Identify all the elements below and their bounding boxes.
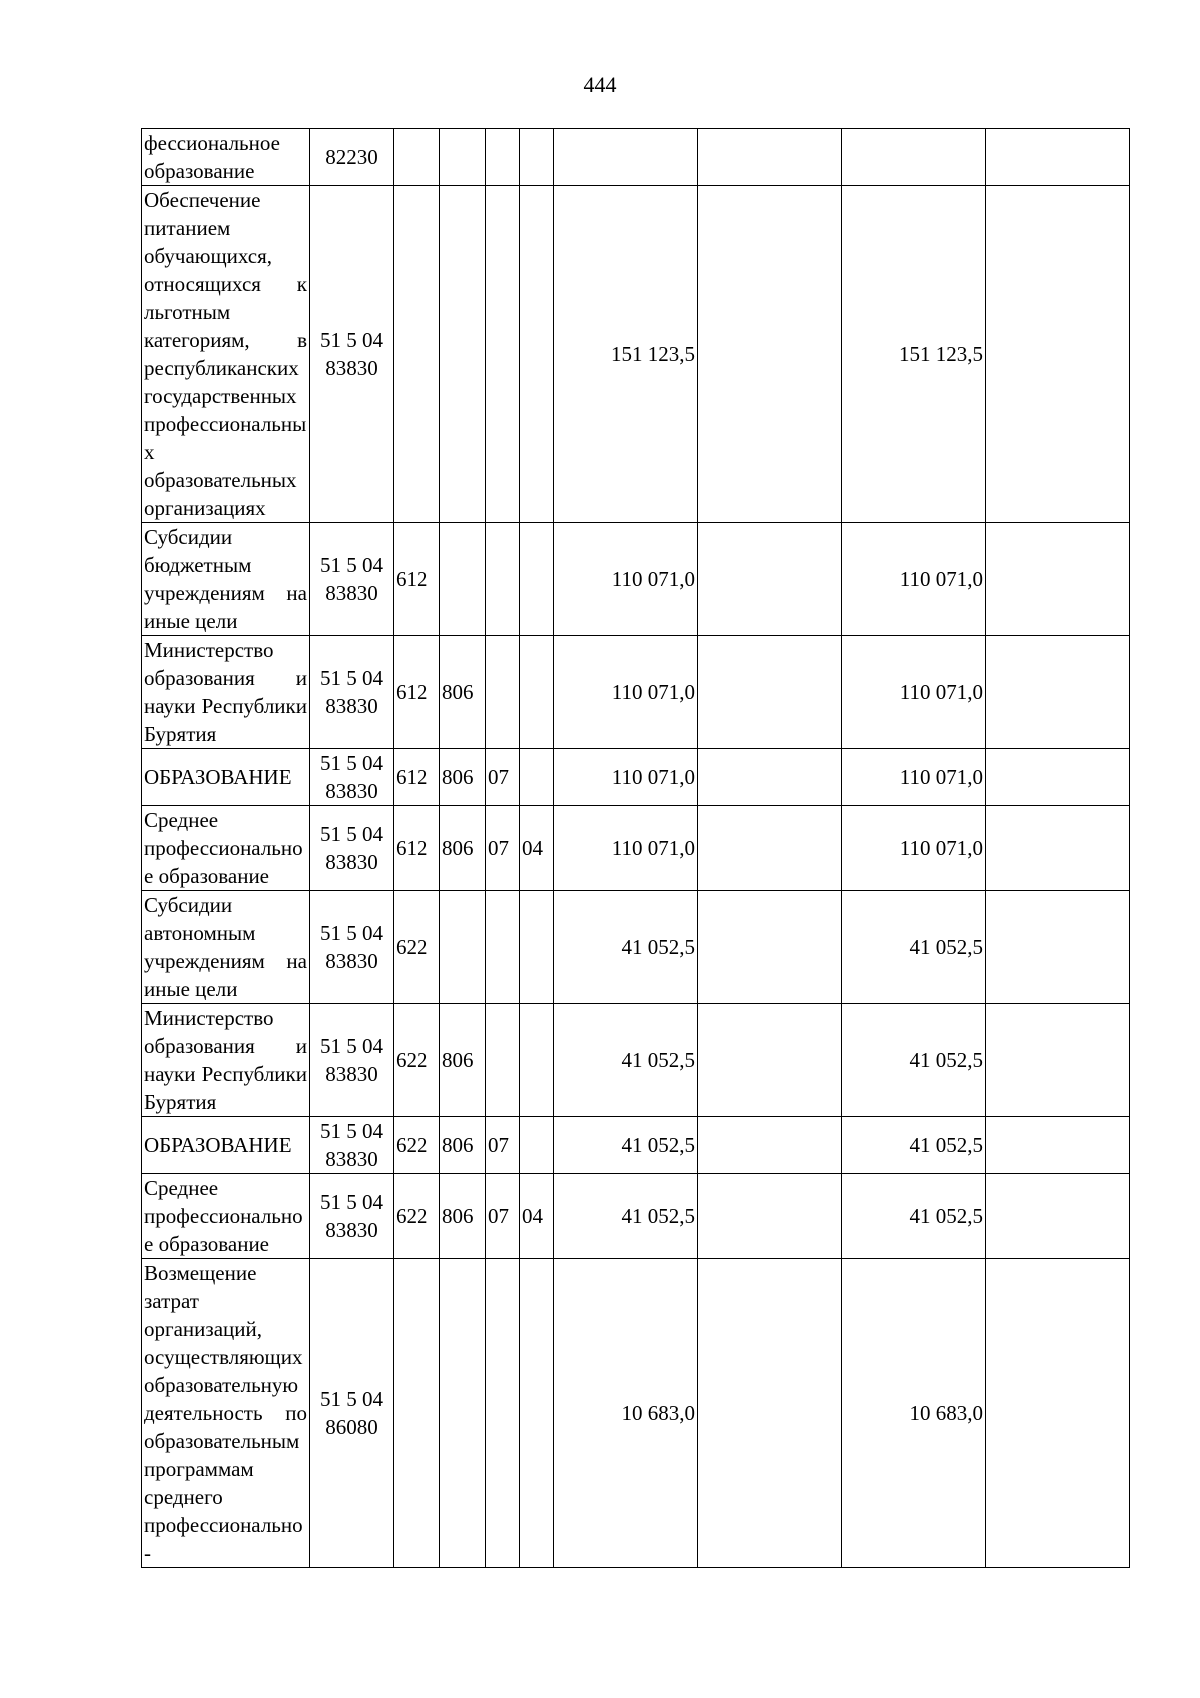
cell-amount-2 bbox=[698, 749, 842, 806]
cell-target-code: 82230 bbox=[310, 129, 394, 186]
cell-amount-2 bbox=[698, 806, 842, 891]
table-row bbox=[142, 523, 1130, 636]
cell-name: Министерство образования и науки Республики Бурятия bbox=[142, 636, 310, 749]
table-row bbox=[142, 636, 1130, 749]
cell-amount-1: 41 052,5 bbox=[554, 1004, 698, 1117]
cell-target-code: 51 5 04 83830 bbox=[310, 1174, 394, 1259]
cell-subsection bbox=[520, 1259, 554, 1568]
cell-expense-type: 612 bbox=[394, 749, 440, 806]
cell-amount-4 bbox=[986, 1004, 1130, 1117]
cell-ministry-code bbox=[440, 186, 486, 523]
cell-section bbox=[486, 1259, 520, 1568]
cell-amount-1: 41 052,5 bbox=[554, 891, 698, 1004]
cell-target-code: 51 5 04 83830 bbox=[310, 749, 394, 806]
cell-section: 07 bbox=[486, 749, 520, 806]
cell-subsection bbox=[520, 636, 554, 749]
cell-section: 07 bbox=[486, 1174, 520, 1259]
cell-subsection bbox=[520, 186, 554, 523]
table-row bbox=[142, 1174, 1130, 1259]
cell-name: Среднее профессиональное образование bbox=[142, 1174, 310, 1259]
cell-ministry-code bbox=[440, 891, 486, 1004]
cell-expense-type: 622 bbox=[394, 1004, 440, 1117]
cell-expense-type: 612 bbox=[394, 806, 440, 891]
cell-expense-type: 622 bbox=[394, 1117, 440, 1174]
table-row bbox=[142, 891, 1130, 1004]
cell-target-code: 51 5 04 83830 bbox=[310, 636, 394, 749]
table-body bbox=[142, 129, 1130, 1568]
cell-amount-3: 41 052,5 bbox=[842, 1174, 986, 1259]
cell-subsection bbox=[520, 1004, 554, 1117]
cell-section: 07 bbox=[486, 1117, 520, 1174]
cell-ministry-code: 806 bbox=[440, 806, 486, 891]
cell-name: Субсидии бюджетным учреждениям на иные цели bbox=[142, 523, 310, 636]
cell-ministry-code bbox=[440, 523, 486, 636]
cell-ministry-code: 806 bbox=[440, 1174, 486, 1259]
cell-amount-1: 110 071,0 bbox=[554, 636, 698, 749]
cell-amount-4 bbox=[986, 1117, 1130, 1174]
cell-amount-2 bbox=[698, 186, 842, 523]
budget-table bbox=[141, 128, 1130, 1568]
cell-amount-4 bbox=[986, 523, 1130, 636]
cell-amount-2 bbox=[698, 129, 842, 186]
cell-expense-type: 612 bbox=[394, 636, 440, 749]
cell-subsection bbox=[520, 523, 554, 636]
cell-amount-4 bbox=[986, 1174, 1130, 1259]
table-row bbox=[142, 749, 1130, 806]
cell-amount-1: 110 071,0 bbox=[554, 523, 698, 636]
cell-ministry-code bbox=[440, 1259, 486, 1568]
cell-name: ОБРАЗОВАНИЕ bbox=[142, 1117, 310, 1174]
cell-name: Среднее профессиональное образование bbox=[142, 806, 310, 891]
cell-amount-1 bbox=[554, 129, 698, 186]
cell-amount-3: 110 071,0 bbox=[842, 636, 986, 749]
cell-name: Субсидии автономным учреждениям на иные цели bbox=[142, 891, 310, 1004]
cell-ministry-code: 806 bbox=[440, 749, 486, 806]
cell-target-code: 51 5 04 83830 bbox=[310, 1004, 394, 1117]
cell-name: Обеспечение питанием обучающихся, относящихся к льготным категориям, в республиканских государственных профессиональных образовательных организациях bbox=[142, 186, 310, 523]
cell-amount-3: 110 071,0 bbox=[842, 806, 986, 891]
cell-amount-1: 151 123,5 bbox=[554, 186, 698, 523]
cell-amount-2 bbox=[698, 1117, 842, 1174]
cell-section bbox=[486, 636, 520, 749]
cell-subsection bbox=[520, 891, 554, 1004]
cell-ministry-code: 806 bbox=[440, 1117, 486, 1174]
cell-subsection bbox=[520, 749, 554, 806]
cell-expense-type: 612 bbox=[394, 523, 440, 636]
cell-expense-type bbox=[394, 129, 440, 186]
cell-subsection bbox=[520, 129, 554, 186]
cell-amount-4 bbox=[986, 129, 1130, 186]
cell-subsection: 04 bbox=[520, 1174, 554, 1259]
cell-ministry-code bbox=[440, 129, 486, 186]
cell-target-code: 51 5 04 83830 bbox=[310, 186, 394, 523]
cell-amount-1: 41 052,5 bbox=[554, 1117, 698, 1174]
cell-expense-type: 622 bbox=[394, 1174, 440, 1259]
cell-expense-type bbox=[394, 1259, 440, 1568]
cell-section: 07 bbox=[486, 806, 520, 891]
cell-target-code: 51 5 04 83830 bbox=[310, 806, 394, 891]
cell-expense-type bbox=[394, 186, 440, 523]
cell-amount-3: 110 071,0 bbox=[842, 523, 986, 636]
cell-amount-3 bbox=[842, 129, 986, 186]
cell-amount-2 bbox=[698, 636, 842, 749]
table-row bbox=[142, 1004, 1130, 1117]
table-row bbox=[142, 1259, 1130, 1568]
table-row bbox=[142, 186, 1130, 523]
cell-amount-3: 41 052,5 bbox=[842, 891, 986, 1004]
cell-target-code: 51 5 04 83830 bbox=[310, 891, 394, 1004]
table-row bbox=[142, 806, 1130, 891]
cell-amount-3: 10 683,0 bbox=[842, 1259, 986, 1568]
cell-name: ОБРАЗОВАНИЕ bbox=[142, 749, 310, 806]
cell-name: Возмещение затрат организаций, осуществляющих образовательную деятельность по образовательным программам среднего профессионально- bbox=[142, 1259, 310, 1568]
cell-amount-3: 151 123,5 bbox=[842, 186, 986, 523]
cell-ministry-code: 806 bbox=[440, 1004, 486, 1117]
table-row bbox=[142, 129, 1130, 186]
cell-amount-4 bbox=[986, 806, 1130, 891]
cell-amount-4 bbox=[986, 749, 1130, 806]
cell-name: Министерство образования и науки Республики Бурятия bbox=[142, 1004, 310, 1117]
page-number: 444 bbox=[583, 72, 617, 97]
cell-expense-type: 622 bbox=[394, 891, 440, 1004]
cell-amount-2 bbox=[698, 1004, 842, 1117]
cell-section bbox=[486, 129, 520, 186]
cell-amount-4 bbox=[986, 891, 1130, 1004]
cell-ministry-code: 806 bbox=[440, 636, 486, 749]
cell-amount-2 bbox=[698, 1259, 842, 1568]
cell-amount-4 bbox=[986, 1259, 1130, 1568]
table-row bbox=[142, 1117, 1130, 1174]
cell-target-code: 51 5 04 83830 bbox=[310, 1117, 394, 1174]
cell-section bbox=[486, 523, 520, 636]
cell-amount-2 bbox=[698, 523, 842, 636]
cell-amount-1: 110 071,0 bbox=[554, 749, 698, 806]
cell-amount-4 bbox=[986, 636, 1130, 749]
cell-target-code: 51 5 04 83830 bbox=[310, 523, 394, 636]
cell-amount-2 bbox=[698, 1174, 842, 1259]
cell-section bbox=[486, 1004, 520, 1117]
cell-amount-1: 41 052,5 bbox=[554, 1174, 698, 1259]
cell-amount-3: 110 071,0 bbox=[842, 749, 986, 806]
cell-amount-4 bbox=[986, 186, 1130, 523]
cell-subsection bbox=[520, 1117, 554, 1174]
cell-amount-1: 110 071,0 bbox=[554, 806, 698, 891]
cell-target-code: 51 5 04 86080 bbox=[310, 1259, 394, 1568]
cell-section bbox=[486, 891, 520, 1004]
cell-amount-2 bbox=[698, 891, 842, 1004]
cell-amount-1: 10 683,0 bbox=[554, 1259, 698, 1568]
cell-section bbox=[486, 186, 520, 523]
cell-subsection: 04 bbox=[520, 806, 554, 891]
cell-name: фессиональное образование bbox=[142, 129, 310, 186]
cell-amount-3: 41 052,5 bbox=[842, 1004, 986, 1117]
cell-amount-3: 41 052,5 bbox=[842, 1117, 986, 1174]
